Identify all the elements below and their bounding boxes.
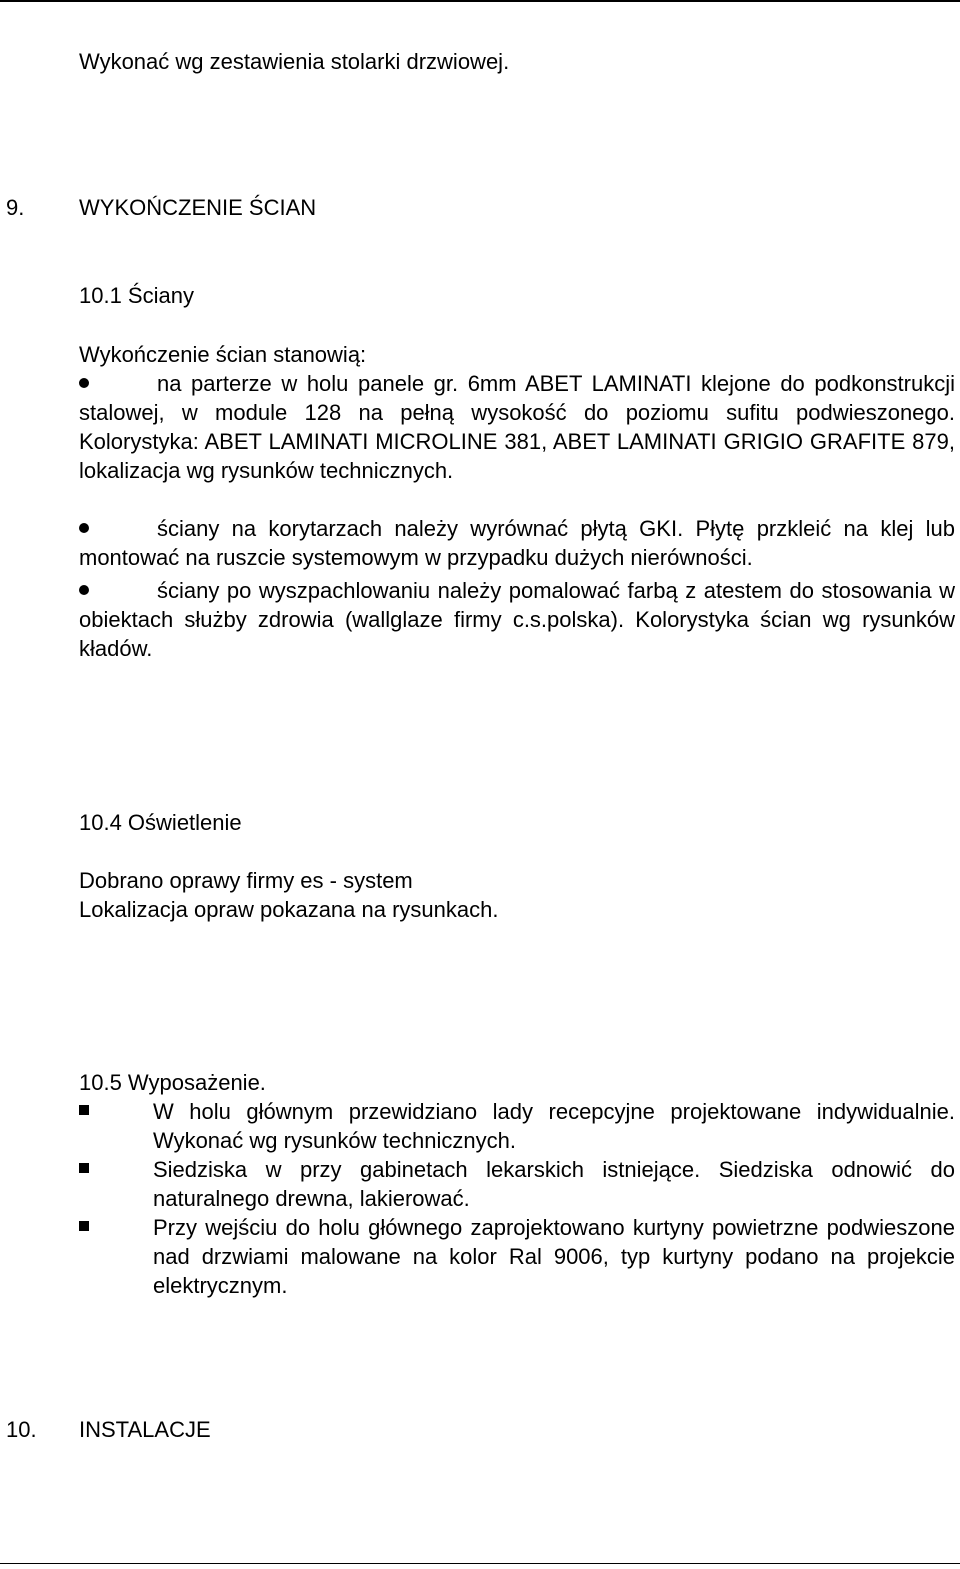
section-10-title: INSTALACJE [79, 1417, 211, 1442]
bottom-rule [0, 1563, 960, 1564]
section-10-number: 10. [6, 1417, 37, 1442]
subsection-10-1-heading: 10.1 Ściany [79, 283, 194, 308]
intro-line: Wykonać wg zestawienia stolarki drzwiowej. [79, 49, 510, 74]
list-item: na parterze w holu panele gr. 6mm ABET LAMINATI klejone do podkonstrukcji stalowej, w module 128 na pełną wysokość do poziomu sufitu podwieszonego. Kolorystyka: ABET LAMINATI MICROLINE 381, ABET LAMINATI GRIGIO GRAFITE 879, lokalizacja wg rysunków technicznych. [79, 371, 955, 483]
list-item: W holu głównym przewidziano lady recepcyjne projektowane indywidualnie. Wykonać wg rysunków technicznych. [153, 1099, 955, 1153]
list-item: ściany po wyszpachlowaniu należy pomalować farbą z atestem do stosowania w obiektach służby zdrowia (wallglaze firmy c.s.polska). Kolorystyka ścian wg rysunków kładów. [79, 578, 955, 661]
top-rule [0, 0, 960, 2]
list-item: Siedziska w przy gabinetach lekarskich istniejące. Siedziska odnowić do naturalnego drewna, lakierować. [153, 1157, 955, 1211]
subsection-10-5-heading: 10.5 Wyposażenie. [79, 1070, 266, 1095]
list-item: Przy wejściu do holu głównego zaprojektowano kurtyny powietrzne podwieszone nad drzwiami malowane na kolor Ral 9006, typ kurtyny podano na projekcie elektrycznym. [153, 1215, 955, 1298]
section-9-number: 9. [6, 195, 25, 220]
square-bullet-icon [79, 1221, 89, 1231]
section-9-title: WYKOŃCZENIE ŚCIAN [79, 195, 317, 220]
subsection-10-4-line-1: Dobrano oprawy firmy es - system [79, 868, 413, 893]
square-bullet-icon [79, 1163, 89, 1173]
list-item: ściany na korytarzach należy wyrównać płytą GKI. Płytę przkleić na klej lub montować na ruszcie systemowym w przypadku dużych nierówności. [79, 516, 955, 570]
subsection-10-4-heading: 10.4 Oświetlenie [79, 810, 242, 835]
subsection-10-4-line-2: Lokalizacja opraw pokazana na rysunkach. [79, 897, 499, 922]
subsection-10-1-lead: Wykończenie ścian stanowią: [79, 342, 367, 367]
square-bullet-icon [79, 1105, 89, 1115]
